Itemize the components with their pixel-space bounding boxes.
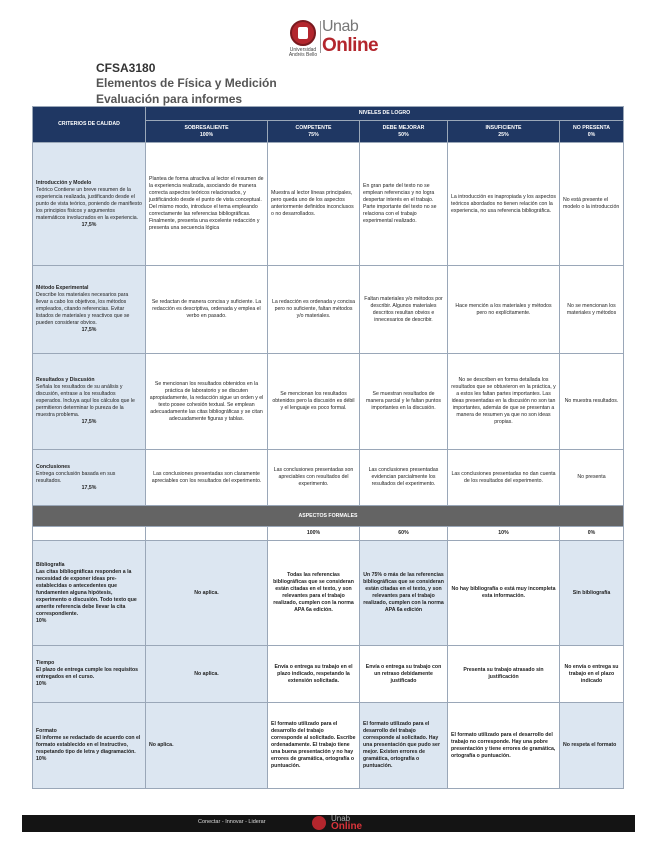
level-cell: No envía o entrega su trabajo en el plazo indicado [560, 646, 624, 703]
level-cell: Se muestran resultados de manera parcial y le faltan puntos importantes en la discusión. [360, 354, 448, 450]
table-row [33, 646, 624, 703]
level-cell: La redacción es ordenada y concisa pero no suficiente, faltan métodos y/o materiales. [268, 266, 360, 354]
level-cell: El formato utilizado para el desarrollo del trabajo corresponde al solicitado. Hay una presentación que pudo ser mejor. Existen errores de gramática, ortografía o puntuación. [360, 703, 448, 789]
table-row [33, 266, 624, 354]
level-cell: No aplica. [146, 541, 268, 646]
level-cell: El formato utilizado para el desarrollo del trabajo corresponde al solicitado. Escribe ordenadamente. El trabajo tiene una buena presentación y no hay errores de gramática, ortografía o puntuación. [268, 703, 360, 789]
criterion-cell: Conclusiones Entrega conclusión basada en sus resultados. 17,5% [33, 450, 146, 506]
level-cell: No aplica. [146, 703, 268, 789]
criterion-cell: Método Experimental Describe los materiales necesarios para llevar a cabo los objetivos, los métodos empleados, citando referencias. Evitar listados de materiales y reactivos que se pueden considerar obvios. 17,5% [33, 266, 146, 354]
level-header: INSUFICIENTE 25% [448, 121, 560, 143]
level-cell: Faltan materiales y/o métodos por describir. Algunos materiales descritos resultan obvios e innecesarios de describir. [360, 266, 448, 354]
formal-levels-row [33, 527, 624, 541]
university-name: Universidad Andrés Bello [288, 47, 318, 58]
table-row [33, 354, 624, 450]
level-cell: Plantea de forma atractiva al lector el resumen de la experiencia realizada, asociando de manera correcta aspectos teóricos relacionados, y justificándolo desde el punto de vista conceptual. Del mismo modo, introduce el tema empleando correctamente las referencias bibliográficas. Finalmente, presenta una excelente redacción y presenta una secuencia lógica [146, 143, 268, 266]
level-cell: Envía o entrega su trabajo con un retraso debidamente justificado [360, 646, 448, 703]
level-cell: Se mencionan los resultados obtenidos pero la discusión es débil y el lenguaje es poco formal. [268, 354, 360, 450]
unab-online-logo [290, 18, 380, 64]
criterion-cell: Tiempo El plazo de entrega cumple los requisitos entregados en el curso. 10% [33, 646, 146, 703]
level-cell: Las conclusiones presentadas son claramente apreciables con los resultados del experimento. [146, 450, 268, 506]
level-cell: No aplica. [146, 646, 268, 703]
footer-unab: Unab [331, 814, 351, 823]
level-cell: El formato utilizado para el desarrollo del trabajo no corresponde. Hay una pobre presentación y tiene errores de gramática, ortografía o puntuación. [448, 703, 560, 789]
formal-section-header: ASPECTOS FORMALES [33, 506, 624, 527]
level-cell: Las conclusiones presentadas no dan cuenta de los resultados del experimento. [448, 450, 560, 506]
level-cell: Hace mención a los materiales y métodos pero no explícitamente. [448, 266, 560, 354]
criterion-cell: Formato El informe se redactado de acuerdo con el formato establecido en el Instructivo, respetando tipo de letra y diagramación. 10% [33, 703, 146, 789]
formal-section-header-row [33, 506, 624, 527]
formal-level-header: 0% [560, 527, 624, 541]
rubric-table [32, 106, 624, 789]
level-header: NO PRESENTA 0% [560, 121, 624, 143]
table-row [33, 450, 624, 506]
university-seal-icon [290, 20, 316, 46]
level-cell: No presenta [560, 450, 624, 506]
formal-level-header: 100% [268, 527, 360, 541]
level-cell: En gran parte del texto no se emplean referencias y no logra despertar interés en el trabajo. Parte importante del texto no se relaciona con el trabajo experimental realizado. [360, 143, 448, 266]
document-subtitle: Evaluación para informes [96, 92, 243, 106]
level-cell: Las conclusiones presentadas son apreciables con resultados del experimento. [268, 450, 360, 506]
level-cell: Las conclusiones presentadas evidencian parcialmente los resultados del experimento. [360, 450, 448, 506]
levels-header: NIVELES DE LOGRO [146, 107, 624, 121]
empty-cell [33, 527, 146, 541]
empty-cell [146, 527, 268, 541]
level-cell: No se mencionan los materiales y métodos [560, 266, 624, 354]
table-row [33, 703, 624, 789]
formal-level-header: 10% [448, 527, 560, 541]
footer-seal-icon [312, 816, 326, 830]
level-cell: No muestra resultados. [560, 354, 624, 450]
criterion-cell: Resultados y Discusión Señala los resultados de su análisis y discusión, entrase a los resultados esperados. Incluya aquí los cálculos que le permitieron determinar lo pureza de la muestra problema. 17,5% [33, 354, 146, 450]
level-cell: Se mencionan los resultados obtenidos en la práctica de laboratorio y se discuten apropiadamente, la redacción sigue un orden y el texto posee cohesión textual. Se emplean adecuadamente las citas bibliográficas y se citan adecuadamente figuras y tablas. [146, 354, 268, 450]
formal-level-header: 60% [360, 527, 448, 541]
level-cell: Un 75% o más de las referencias bibliográficas que se consideran están citadas en el texto, y son relevantes para el trabajo realizado, cumplen con la norma APA 6a edición [360, 541, 448, 646]
criterion-cell: Introducción y Modelo Teórico Contiene un breve resumen de la experiencia realizada, justificando desde el punto de vista teórico, poniendo de manifiesto los principios físicos y argumentos matemáticos involucrados en la experiencia. 17,5% [33, 143, 146, 266]
level-header: DEBE MEJORAR 50% [360, 121, 448, 143]
logo-online: Online [322, 35, 379, 56]
level-cell: Se redactan de manera concisa y suficiente. La redacción es descriptiva, ordenada y emplea el verbo en pasado. [146, 266, 268, 354]
level-cell: Envía o entrega su trabajo en el plazo indicado, respetando la extensión solicitada. [268, 646, 360, 703]
footer-bar [22, 815, 635, 832]
level-cell: No se describen en forma detallada los resultados que se obtuvieron en la práctica, y a estos les faltan partes importantes. Las ideas presentadas en la discusión no son tan importantes, además de que se presentan a manera de resumen ya que no son ideas propias. [448, 354, 560, 450]
criteria-header: CRITERIOS DE CALIDAD [33, 107, 146, 143]
level-cell: Presenta su trabajo atrasado sin justificación [448, 646, 560, 703]
level-cell: No está presente el modelo o la introducción [560, 143, 624, 266]
level-cell: La introducción es inapropiada y los aspectos teóricos abordados no tienen relación con la experiencia, no usa referencia bibliográfica. [448, 143, 560, 266]
logo-divider [320, 21, 321, 53]
logo-unab: Unab [322, 18, 359, 35]
level-header: COMPETENTE 75% [268, 121, 360, 143]
level-cell: Todas las referencias bibliográficas que se consideran están citadas en el texto, y son relevantes para el trabajo realizado, cumplen con la norma APA 6a edición. [268, 541, 360, 646]
document-title: Elementos de Física y Medición [96, 76, 277, 90]
footer-online: Online [331, 821, 363, 832]
level-header: SOBRESALIENTE 100% [146, 121, 268, 143]
level-cell: No hay bibliografía o está muy incompleta esta información. [448, 541, 560, 646]
table-row [33, 541, 624, 646]
table-row [33, 143, 624, 266]
level-cell: Muestra al lector líneas principales, pero queda uno de los aspectos anteriormente definidos inconclusos o no desarrollados. [268, 143, 360, 266]
course-code: CFSA3180 [96, 61, 156, 75]
criterion-cell: Bibliografía Las citas bibliográficas responden a la necesidad de exponer ideas pre-establecidas o antecedentes que fundamenten alguna hipótesis, experimento o discusión. Todo texto que amerite referencia debe llevar la cita correspondiente. 10% [33, 541, 146, 646]
level-cell: Sin bibliografía [560, 541, 624, 646]
footer-tagline: Conectar - Innovar - Liderar [198, 819, 266, 825]
level-cell: No respeta el formato [560, 703, 624, 789]
